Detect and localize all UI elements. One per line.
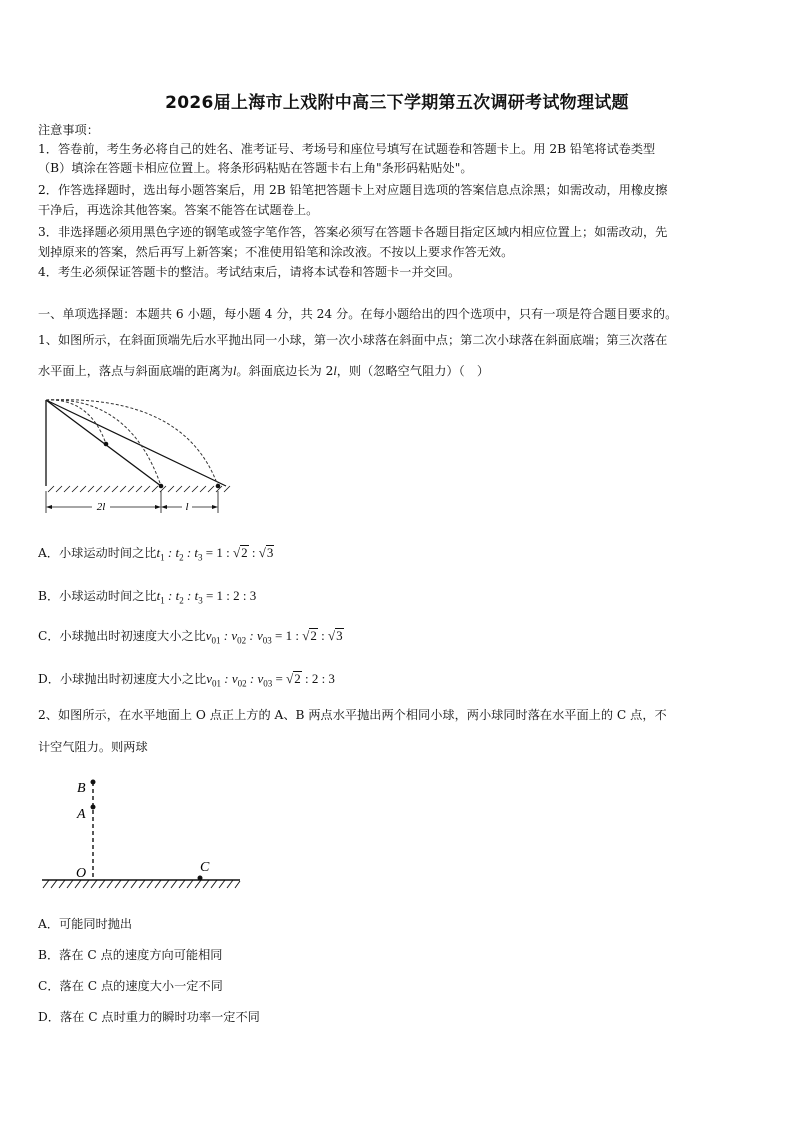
q2-label-a: A: [77, 807, 86, 822]
q1-option-d-math: $v_{01}$ : $v_{02}$ : $v_{03} = √2$ : 2 : 3: [206, 671, 335, 689]
q1-option-a-text: A．小球运动时间之比: [38, 546, 157, 560]
q2-stem-line-2: 计空气阻力。则两球: [38, 740, 148, 754]
q1-option-b-text: B．小球运动时间之比: [38, 589, 157, 603]
q2-label-b: B: [77, 781, 86, 796]
q2-label-o: O: [76, 866, 87, 881]
notice-line-6: 划掉原来的答案，然后再写上新答案；不准使用铅笔和涂改液。不按以上要求作答无效。: [38, 245, 514, 259]
q2-option-a: A．可能同时抛出: [38, 917, 133, 931]
exam-title: 2026届上海市上戏附中高三下学期第五次调研考试物理试题: [165, 93, 629, 113]
q2-label-c: C: [200, 860, 210, 875]
notice-line-4: 干净后，再选涂其他答案。答案不能答在试题卷上。: [38, 203, 319, 217]
q1-stem-text-a: 水平面上，落点与斜面底端的距离为: [38, 364, 233, 378]
q2-option-c: C．落在 C 点的速度大小一定不同: [38, 979, 223, 993]
notice-heading: 注意事项：: [38, 123, 99, 137]
q1-incline-figure: [40, 394, 236, 516]
notice-line-3: 2．作答选择题时，选出每小题答案后，用 2B 铅笔把答题卡上对应题目选项的答案信息点涂黑；如需改动，用橡皮擦: [38, 183, 668, 197]
q1-option-c: [38, 627, 762, 650]
section-heading: 一、单项选择题：本题共 6 小题，每小题 4 分，共 24 分。在每小题给出的四个选项中，只有一项是符合题目要求的。: [38, 307, 678, 321]
q1-option-d-text: D．小球抛出时初速度大小之比: [38, 672, 207, 686]
notice-line-5: 3．非选择题必须用黑色字迹的钢笔或签字笔作答，答案必须写在答题卡各题目指定区域内相应位置上；如需改动，先: [38, 225, 668, 239]
q2-option-d: D．落在 C 点时重力的瞬时功率一定不同: [38, 1010, 260, 1024]
q1-option-a-math: $t_1$ : $t_2$ : $t_3 = 1$ : √2 : √3: [156, 545, 274, 563]
notice-line-2: （B）填涂在答题卡相应位置上。将条形码粘贴在答题卡右上角"条形码粘贴处"。: [38, 161, 473, 175]
q2-projectile-figure: [40, 772, 244, 896]
q1-stem-line-1: 1、如图所示，在斜面顶端先后水平抛出同一小球，第一次小球落在斜面中点；第二次小球落在斜面底端；第三次落在: [38, 333, 668, 347]
q2-stem-line-1: 2、如图所示，在水平地面上 O 点正上方的 A、B 两点水平抛出两个相同小球，两小球同时落在水平面上的 C 点，不: [38, 708, 667, 722]
q1-option-c-text: C．小球抛出时初速度大小之比: [38, 629, 206, 643]
q1-stem-text-b: 。斜面底边长为 2: [236, 364, 334, 378]
notice-line-1: 1．答卷前，考生务必将自己的姓名、准考证号、考场号和座位号填写在试题卷和答题卡上。用 2B 铅笔将试卷类型: [38, 142, 656, 156]
q1-option-b-math: $t_1$ : $t_2$ : $t_3 = 1$ : 2 : 3: [156, 588, 257, 606]
notice-line-7: 4．考生必须保证答题卡的整洁。考试结束后，请将本试卷和答题卡一并交回。: [38, 265, 461, 279]
q1-stem-text-c: ，则（忽略空气阻力）（ ）: [336, 364, 490, 378]
q2-option-b: B．落在 C 点的速度方向可能相同: [38, 948, 223, 962]
q1-option-a: [38, 544, 762, 567]
q1-label-l: l: [185, 501, 189, 513]
q1-var-l: l: [233, 364, 237, 378]
q1-option-d: [38, 670, 762, 693]
q1-var-l-2: l: [333, 364, 337, 378]
q1-option-b: [38, 587, 762, 610]
q1-label-2l: 2l: [96, 501, 106, 513]
q1-option-c-math: $v_{01}$ : $v_{02}$ : $v_{03} = 1$ : √2 : √3: [205, 628, 343, 646]
q1-stem-line-2: [38, 362, 762, 380]
